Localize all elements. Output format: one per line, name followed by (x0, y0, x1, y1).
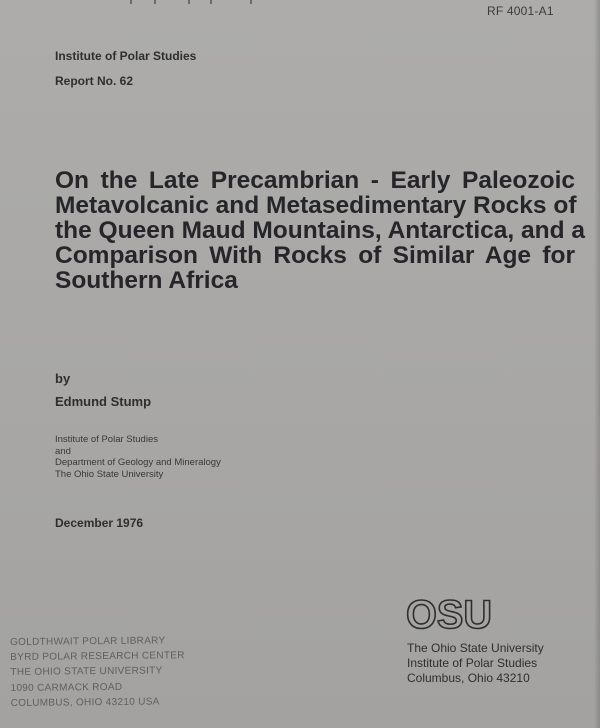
library-stamp (10, 633, 185, 711)
scan-marks (100, 0, 300, 6)
stamp-line: THE OHIO STATE UNIVERSITY (10, 665, 163, 679)
report-number: Report No. 62 (55, 74, 134, 88)
osu-logo (404, 593, 494, 633)
affiliation-line: The Ohio State University (55, 468, 164, 480)
stamp-line: COLUMBUS, OHIO 43210 USA (10, 696, 160, 709)
title-line: Metavolcanic and Metasedimentary Rocks of (55, 192, 577, 219)
stamp-line: 1090 CARMACK ROAD (10, 681, 123, 694)
institute-name: Institute of Polar Studies (55, 49, 197, 63)
author-name: Edmund Stump (55, 394, 152, 409)
reference-code: RF 4001-A1 (487, 4, 554, 18)
publisher-line: Columbus, Ohio 43210 (407, 671, 530, 685)
stamp-line: GOLDTHWAIT POLAR LIBRARY (10, 635, 166, 648)
publisher-line: Institute of Polar Studies (407, 656, 538, 670)
publisher-block (407, 641, 544, 686)
affiliation-line: Department of Geology and Mineralogy (55, 457, 221, 468)
report-title (55, 167, 585, 294)
title-line: Comparison With Rocks of Similar Age for (55, 242, 575, 269)
title-line: On the Late Precambrian - Early Paleozoic (55, 167, 575, 194)
publisher-line: The Ohio State University (407, 641, 544, 655)
title-line: the Queen Maud Mountains, Antarctica, and a (55, 217, 585, 244)
publication-date: December 1976 (55, 516, 144, 530)
title-line: Southern Africa (55, 267, 238, 294)
stamp-line: BYRD POLAR RESEARCH CENTER (10, 650, 185, 664)
author-affiliation (55, 434, 221, 480)
by-label: by (55, 371, 71, 386)
osu-logo-text: OSU (406, 593, 492, 633)
affiliation-line: Institute of Polar Studies (55, 434, 158, 445)
scan-edge-shadow (594, 0, 600, 728)
affiliation-line: and (55, 445, 71, 457)
